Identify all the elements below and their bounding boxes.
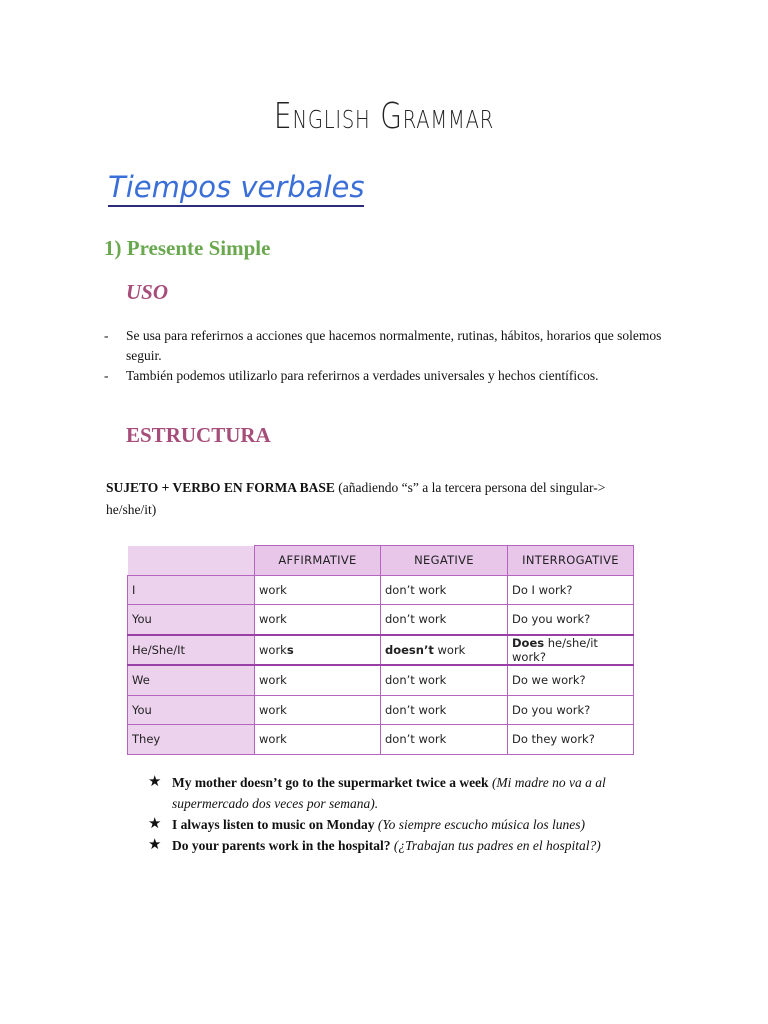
formula-text: SUJETO + VERBO EN FORMA BASE (106, 480, 335, 495)
table-row (128, 605, 634, 635)
subject-cell: They (128, 725, 255, 755)
list-item (148, 814, 658, 835)
table-row (128, 635, 634, 666)
example-spanish: (Mi madre no va a al supermercado dos veces por semana). (172, 775, 606, 811)
tense-heading: 1) Presente Simple (104, 236, 271, 260)
subject-cell: You (128, 605, 255, 635)
uso-list (104, 326, 664, 386)
example-spanish: (¿Trabajan tus padres en el hospital?) (390, 838, 601, 853)
affirmative-cell: work (255, 605, 381, 635)
example-english: I always listen to music on Monday (172, 817, 375, 832)
list-item (104, 326, 664, 366)
list-item (148, 835, 658, 856)
interrogative-auxiliary: Does (512, 635, 545, 650)
uso-heading: USO (126, 280, 169, 304)
section-title: Tiempos verbales (108, 170, 364, 207)
affirmative-cell: work (255, 575, 381, 605)
affirmative-cell: work (255, 665, 381, 695)
affirmative-cell: work (255, 725, 381, 755)
table-corner (128, 546, 255, 576)
negative-cell (381, 635, 508, 666)
list-item (148, 772, 658, 814)
estructura-heading: ESTRUCTURA (126, 423, 271, 447)
interrogative-cell: Do you work? (508, 695, 634, 725)
header-affirmative: AFFIRMATIVE (255, 546, 381, 576)
interrogative-cell: Do you work? (508, 605, 634, 635)
negative-cell: don’t work (381, 575, 508, 605)
negative-cell: don’t work (381, 665, 508, 695)
interrogative-cell: Do they work? (508, 725, 634, 755)
example-spanish: (Yo siempre escucho música los lunes) (374, 817, 586, 832)
interrogative-rest: he/she/it work? (512, 635, 598, 664)
negative-verb: work (433, 642, 466, 657)
affirmative-cell: work (255, 695, 381, 725)
table-row (128, 575, 634, 605)
example-english: My mother doesn’t go to the supermarket twice a week (172, 775, 489, 790)
uso-item-text: Se usa para referirnos a acciones que hacemos normalmente, rutinas, hábitos, horarios que solemos seguir. (126, 328, 662, 363)
structure-formula (106, 477, 626, 521)
formula-note: (añadiendo “s” a la tercera persona del singular-> he/she/it) (106, 480, 606, 517)
dash-bullet: - (104, 368, 109, 383)
black-star-icon: ★ (148, 816, 162, 832)
uso-item-text: También podemos utilizarlo para referirnos a verdades universales y hechos científicos. (126, 368, 599, 383)
negative-auxiliary: doesn’t (385, 642, 434, 657)
interrogative-cell (508, 635, 634, 666)
table-row (128, 665, 634, 695)
negative-cell: don’t work (381, 605, 508, 635)
list-item (104, 366, 664, 386)
table-row (128, 695, 634, 725)
subject-cell: We (128, 665, 255, 695)
table-row (128, 725, 634, 755)
subject-cell: You (128, 695, 255, 725)
subject-cell: He/She/It (128, 635, 255, 666)
header-interrogative: INTERROGATIVE (508, 546, 634, 576)
table-header-row (128, 546, 634, 576)
subject-cell: I (128, 575, 255, 605)
affirmative-stem: work (259, 642, 287, 657)
document-title: English Grammar (273, 96, 495, 137)
black-star-icon: ★ (148, 837, 162, 853)
affirmative-ending: s (286, 642, 294, 657)
conjugation-table (127, 545, 634, 755)
interrogative-cell: Do we work? (508, 665, 634, 695)
header-negative: NEGATIVE (381, 546, 508, 576)
negative-cell: don’t work (381, 725, 508, 755)
affirmative-cell (255, 635, 381, 666)
examples-list (148, 772, 658, 856)
example-english: Do your parents work in the hospital? (172, 838, 391, 853)
black-star-icon: ★ (148, 774, 162, 790)
dash-bullet: - (104, 328, 109, 343)
interrogative-cell: Do I work? (508, 575, 634, 605)
negative-cell: don’t work (381, 695, 508, 725)
